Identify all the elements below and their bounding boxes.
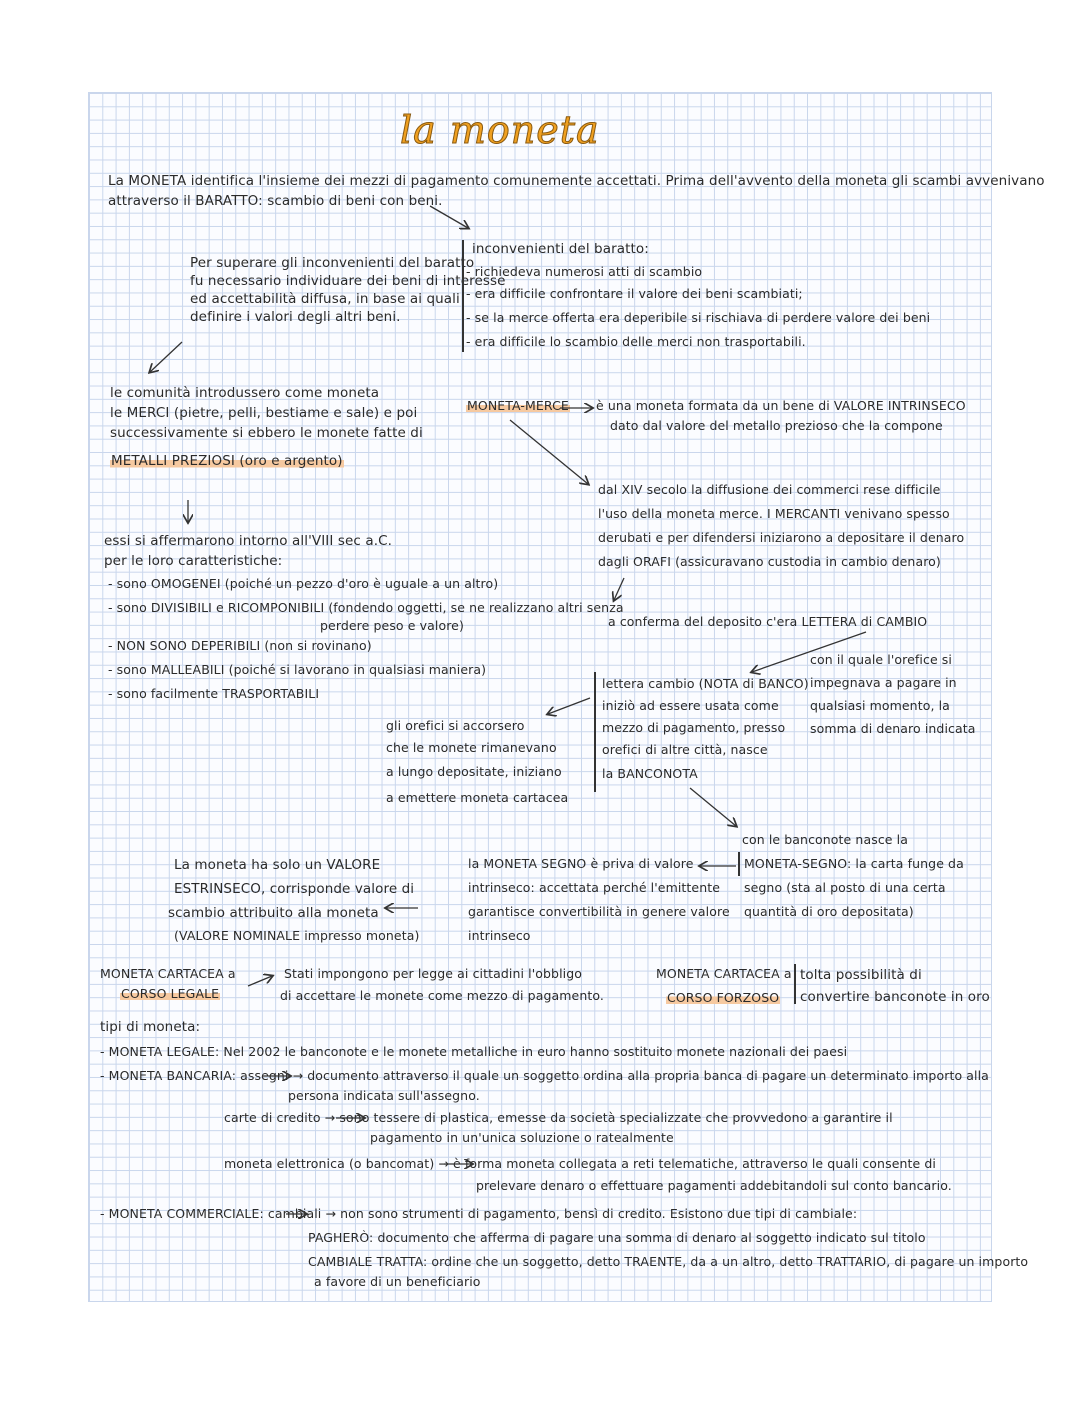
inconveniente-2: - era difficile confrontare il valore dei beni scambiati; <box>466 286 803 301</box>
caratteristica-2: - sono DIVISIBILI e RICOMPONIBILI (fondendo oggetti, se ne realizzano altri senza <box>108 600 624 615</box>
lettera-di-cambio: a conferma del deposito c'era LETTERA di CAMBIO <box>608 614 928 629</box>
inconveniente-1: - richiedeva numerosi atti di scambio <box>466 264 703 279</box>
moneta-elettronica-1: moneta elettronica (o bancomat) → è forma moneta collegata a reti telematiche, attraverso le quali consente di <box>224 1156 936 1171</box>
moneta-merce-label: MONETA-MERCE <box>467 398 569 413</box>
moneta-legale: - MONETA LEGALE: Nel 2002 le banconote e le monete metalliche in euro hanno sostituito monete nazionali dei paesi <box>100 1044 848 1059</box>
carte-credito-1: carte di credito → sono tessere di plastica, emesse da società specializzate che provvedono a garantire il <box>224 1110 893 1125</box>
orefici-note-3: a lungo depositate, iniziano <box>386 764 562 779</box>
affermarono-2: per le loro caratteristiche: <box>104 553 283 569</box>
valore-estrinseco-1: La moneta ha solo un VALORE <box>174 857 381 873</box>
orefici-note-1: gli orefici si accorsero <box>386 718 525 733</box>
lettera-box-4: orefici di altre città, nasce <box>602 742 768 757</box>
cambiale-tratta-1: CAMBIALE TRATTA: ordine che un soggetto, detto TRAENTE, da a un altro, detto TRATTARIO, di pagare un importo <box>308 1254 1029 1269</box>
moneta-merce-def-2: dato dal valore del metallo prezioso che la compone <box>610 418 943 433</box>
valore-estrinseco-2: ESTRINSECO, corrisponde valore di <box>174 881 415 897</box>
moneta-merce-def-1: è una moneta formata da un bene di VALORE INTRINSECO <box>596 398 966 413</box>
comunita-1: le comunità introdussero come moneta <box>110 385 380 401</box>
caratteristica-2-cont: perdere peso e valore) <box>320 618 464 633</box>
page-title: la moneta <box>400 108 600 152</box>
corso-forzoso-def-1: tolta possibilità di <box>800 967 922 983</box>
orefice-note-2: impegnava a pagare in <box>810 675 957 690</box>
moneta-elettronica-2: prelevare denaro o effettuare pagamenti addebitandoli sul conto bancario. <box>476 1178 952 1193</box>
intro-line-2: attraverso il BARATTO: scambio di beni con beni. <box>108 193 443 209</box>
lettera-box-2: iniziò ad essere usata come <box>602 698 779 713</box>
valore-estrinseco-4: (VALORE NOMINALE impresso moneta) <box>174 928 420 943</box>
caratteristica-3: - NON SONO DEPERIBILI (non si rovinano) <box>108 638 372 653</box>
affermarono-1: essi si affermarono intorno all'VIII sec a.C. <box>104 533 392 549</box>
baratto-note-4: definire i valori degli altri beni. <box>190 309 401 325</box>
forzoso-bracket <box>790 964 796 1004</box>
moneta-segno-def-3: garantisce convertibilità in genere valore <box>468 904 730 919</box>
corso-forzoso-def-2: convertire banconote in oro <box>800 989 990 1005</box>
corso-forzoso-label-1: MONETA CARTACEA a <box>656 966 792 981</box>
orefice-note-3: qualsiasi momento, la <box>810 698 950 713</box>
moneta-commerciale: - MONETA COMMERCIALE: cambiali → non sono strumenti di pagamento, bensì di credito. Esistono due tipi di cambiale: <box>100 1206 858 1221</box>
banconote-segno-4: quantità di oro depositata) <box>744 904 914 919</box>
baratto-note-3: ed accettabilità diffusa, in base ai quali <box>190 291 460 307</box>
corso-legale-label-1: MONETA CARTACEA a <box>100 966 236 981</box>
xiv-secolo-4: dagli ORAFI (assicuravano custodia in cambio denaro) <box>598 554 941 569</box>
lettera-box-3: mezzo di pagamento, presso <box>602 720 786 735</box>
caratteristica-1: - sono OMOGENEI (poiché un pezzo d'oro è uguale a un altro) <box>108 576 499 591</box>
corso-forzoso-label-2: CORSO FORZOSO <box>667 990 780 1005</box>
caratteristica-4: - sono MALLEABILI (poiché si lavorano in qualsiasi maniera) <box>108 662 487 677</box>
xiv-secolo-3: derubati e per difendersi iniziarono a depositare il denaro <box>598 530 965 545</box>
banconote-segno-2: MONETA-SEGNO: la carta funge da <box>744 856 964 871</box>
moneta-segno-def-1: la MONETA SEGNO è priva di valore <box>468 856 694 871</box>
valore-estrinseco-3: scambio attribuito alla moneta <box>168 905 379 921</box>
comunita-4: METALLI PREZIOSI (oro e argento) <box>111 453 343 469</box>
inconvenienti-title: inconvenienti del baratto: <box>472 241 649 257</box>
carte-credito-2: pagamento in un'unica soluzione o ratealmente <box>370 1130 674 1145</box>
baratto-note-1: Per superare gli inconvenienti del baratto <box>190 255 475 271</box>
moneta-segno-def-2: intrinseco: accettata perché l'emittente <box>468 880 721 895</box>
moneta-bancaria-1: - MONETA BANCARIA: assegni → documento attraverso il quale un soggetto ordina alla propria banca di pagare un determinato importo alla <box>100 1068 989 1083</box>
banconote-segno-3: segno (sta al posto di una certa <box>744 880 946 895</box>
inconvenienti-bracket <box>462 240 464 352</box>
lettera-box-bracket <box>594 672 596 792</box>
tipi-title: tipi di moneta: <box>100 1019 201 1035</box>
xiv-secolo-1: dal XIV secolo la diffusione dei commerci rese difficile <box>598 482 941 497</box>
orefici-note-2: che le monete rimanevano <box>386 740 557 755</box>
corso-legale-def-1: Stati impongono per legge ai cittadini l'obbligo <box>284 966 583 981</box>
moneta-segno-def-4: intrinseco <box>468 928 531 943</box>
xiv-secolo-2: l'uso della moneta merce. I MERCANTI venivano spesso <box>598 506 950 521</box>
comunita-3: successivamente si ebbero le monete fatte di <box>110 425 423 441</box>
orefice-note-4: somma di denaro indicata <box>810 721 976 736</box>
banconote-segno-1: con le banconote nasce la <box>742 832 908 847</box>
baratto-note-2: fu necessario individuare dei beni di interesse <box>190 273 506 289</box>
comunita-2: le MERCI (pietre, pelli, bestiame e sale) e poi <box>110 405 418 421</box>
paghero: PAGHERÒ: documento che afferma di pagare una somma di denaro al soggetto indicato sul titolo <box>308 1230 926 1245</box>
orefici-note-4: a emettere moneta cartacea <box>386 790 569 805</box>
corso-legale-def-2: di accettare le monete come mezzo di pagamento. <box>280 988 604 1003</box>
orefice-note-1: con il quale l'orefice si <box>810 652 952 667</box>
inconveniente-3: - se la merce offerta era deperibile si rischiava di perdere valore dei beni <box>466 310 931 325</box>
inconveniente-4: - era difficile lo scambio delle merci non trasportabili. <box>466 334 806 349</box>
moneta-bancaria-2: persona indicata sull'assegno. <box>288 1088 480 1103</box>
corso-legale-label-2: CORSO LEGALE <box>121 986 220 1001</box>
segno-bracket <box>738 852 740 876</box>
intro-line-1: La MONETA identifica l'insieme dei mezzi di pagamento comunemente accettati. Prima dell'avvento della moneta gli scambi avvenivano <box>108 173 1045 189</box>
lettera-box-5: la BANCONOTA <box>602 766 698 781</box>
cambiale-tratta-2: a favore di un beneficiario <box>314 1274 481 1289</box>
lettera-box-1: lettera cambio (NOTA di BANCO) <box>602 676 809 691</box>
caratteristica-5: - sono facilmente TRASPORTABILI <box>108 686 320 701</box>
